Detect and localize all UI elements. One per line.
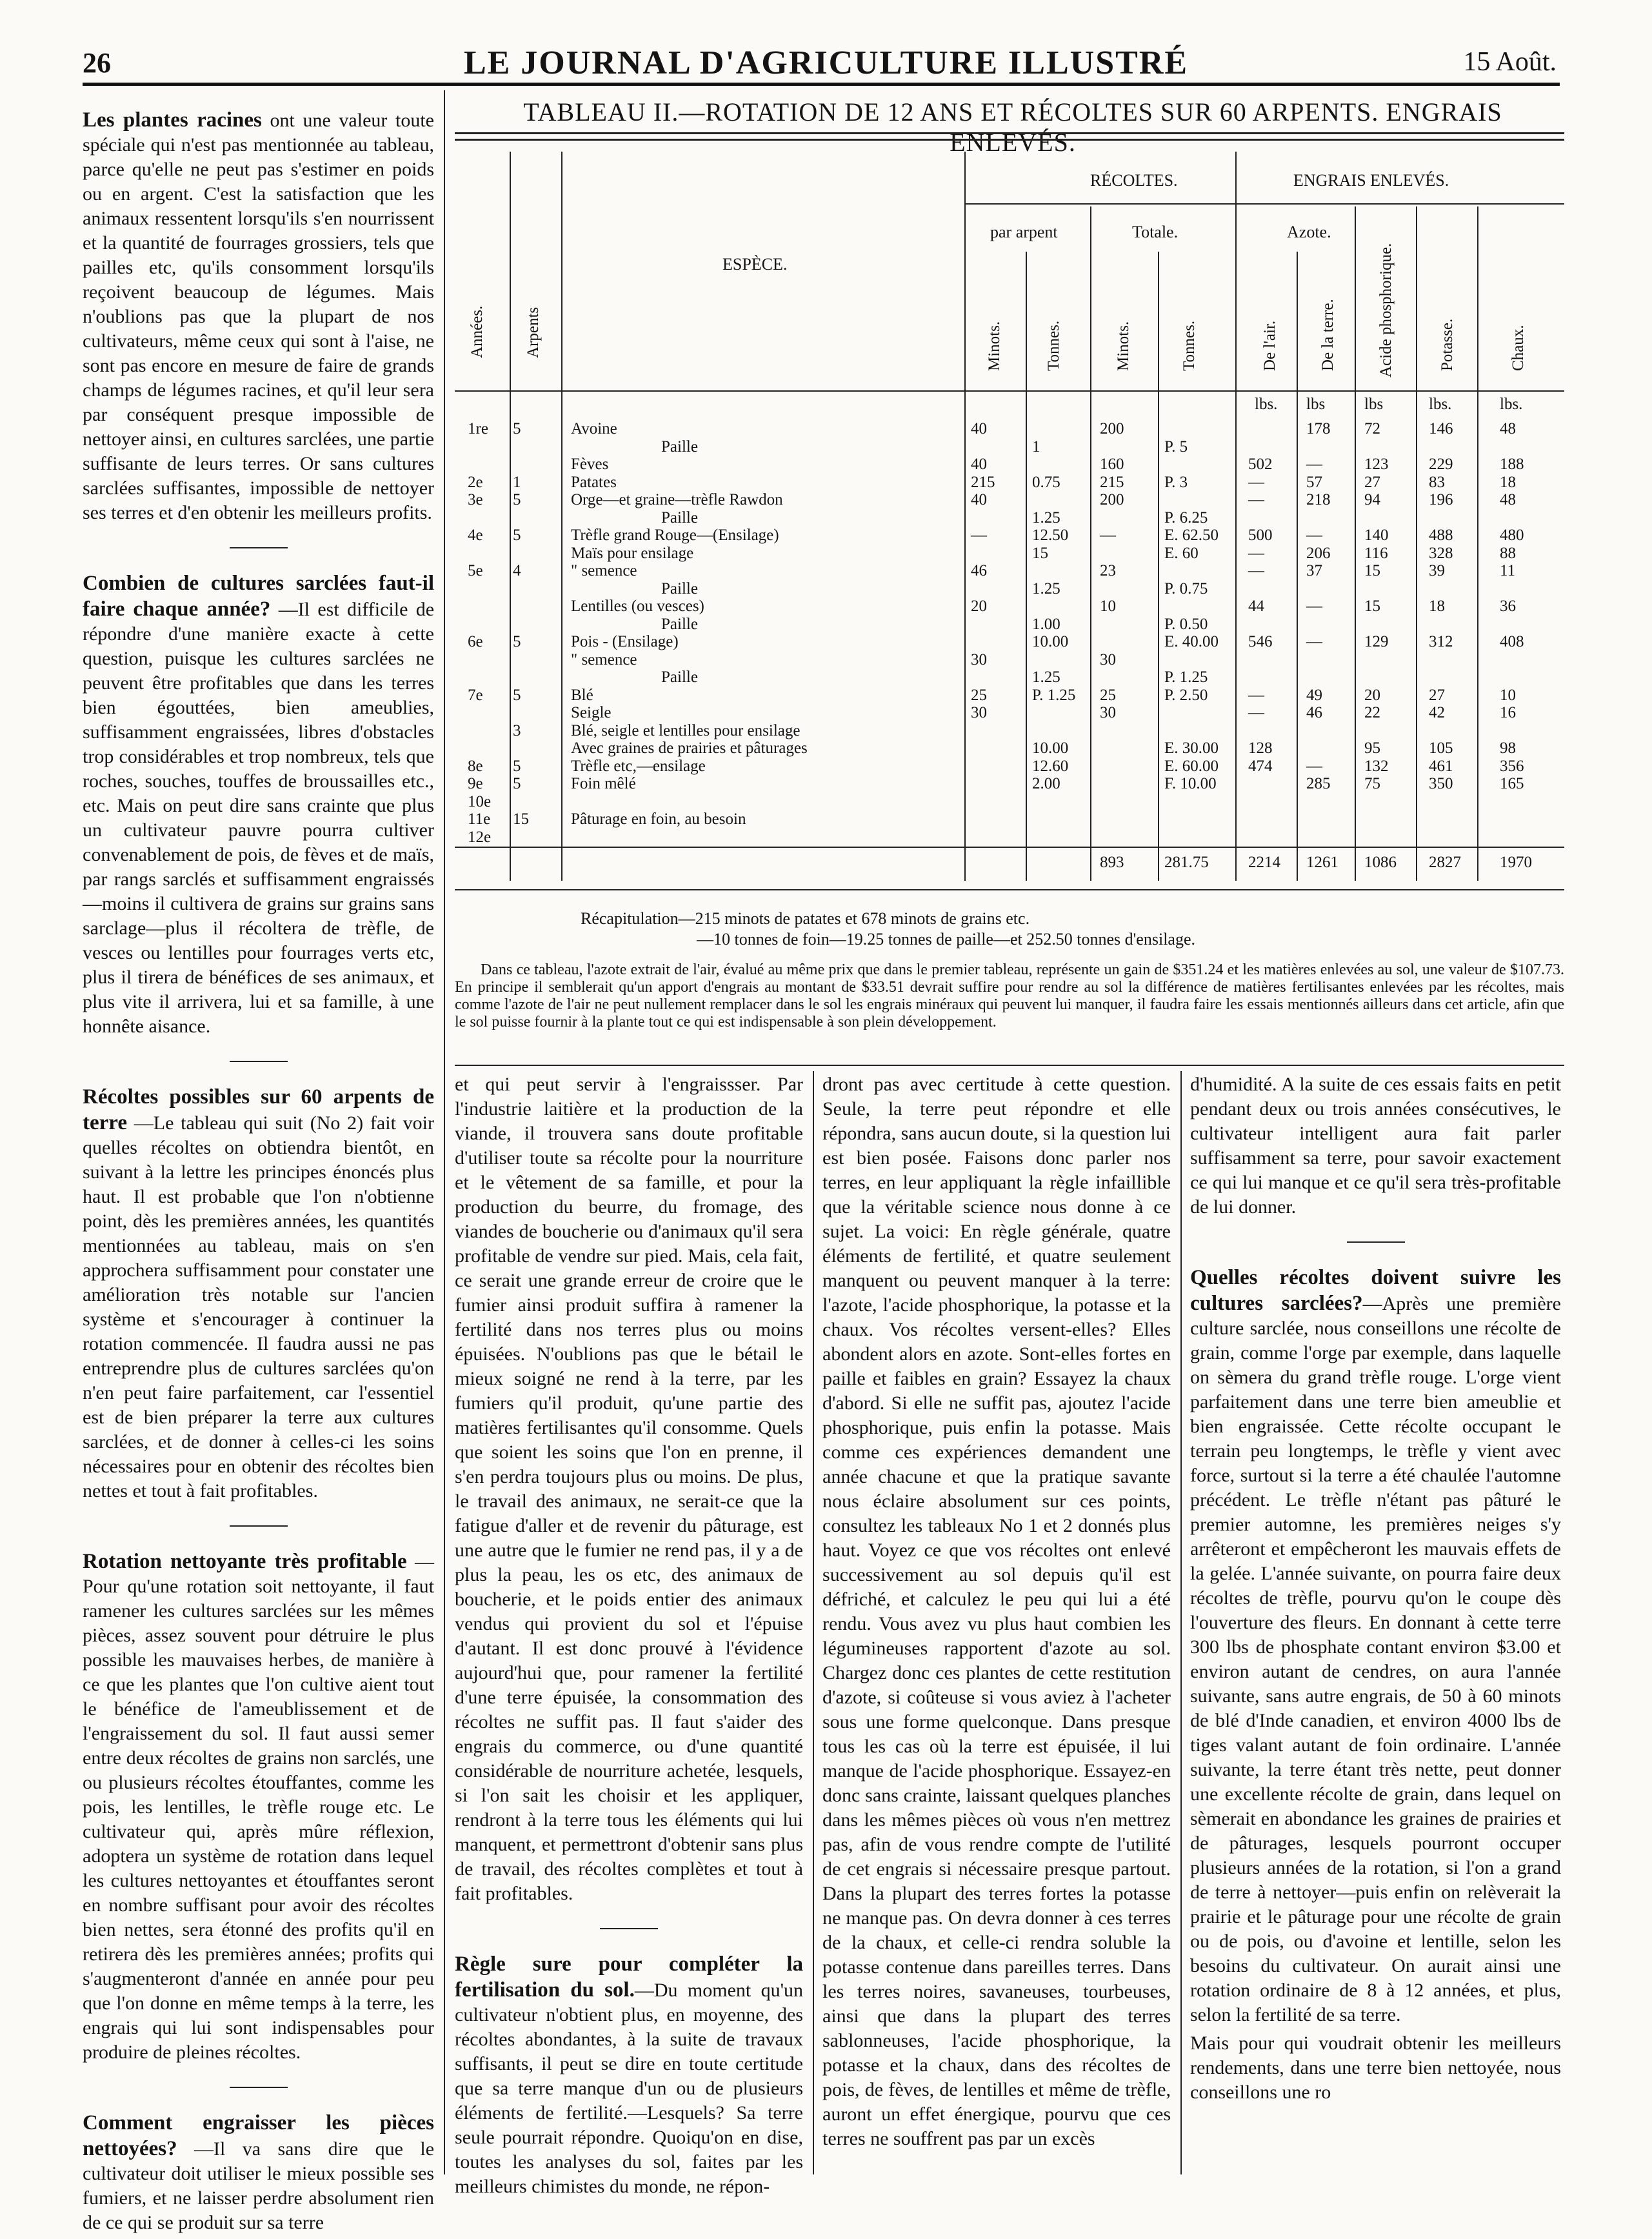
separator [1347, 1241, 1405, 1243]
table-cell-ton: 10.00 [1032, 739, 1069, 757]
table-cell-ch: 98 [1500, 739, 1516, 757]
table-cell-ph: 95 [1364, 739, 1380, 757]
col-arpents: Arpents [524, 306, 542, 358]
table-cell-tton: P. 0.75 [1164, 579, 1208, 597]
table-cell-esp: Patates [571, 473, 617, 491]
table-cell-esp: Lentilles (ou vesces) [571, 597, 704, 615]
column-4 [1190, 1072, 1561, 2109]
table-cell-tmin: 160 [1100, 456, 1124, 473]
table-cell-arp: 5 [513, 757, 521, 775]
table-cell-ph: 20 [1364, 686, 1380, 704]
table-cell-az1: 128 [1248, 739, 1273, 757]
table-cell-esp: Foin mêlé [571, 775, 636, 792]
table-cell-az1: — [1248, 686, 1264, 704]
table-cell-arp: 5 [513, 686, 521, 704]
table-cell-arp: 5 [513, 775, 521, 792]
table-cell-az2: — [1306, 757, 1322, 775]
table-cell-az1: — [1248, 704, 1264, 721]
column-2 [455, 1072, 803, 2203]
recap-line: Récapitulation—215 minots de patates et 678 minots de grains etc. [581, 909, 1030, 928]
table-cell-tmin: — [1100, 527, 1116, 544]
units-row [455, 395, 1564, 414]
group-recoltes: RÉCOLTES. [1090, 171, 1178, 190]
table-cell-ph: 140 [1364, 527, 1389, 544]
paragraph: et qui peut servir à l'engraissser. Par l'industrie laitière et la production de la viande, il trouvera sans doute profitable d'utiliser toute sa récolte pour la nourriture et le vêtement de sa famille, et pour la production du beurre, du fromage, des viandes de boucherie ou d'animaux qu'il sera profitable de vendre sur pied. Mais, cela fait, ce serait une grande erreur de croire que le fumier ainsi produit suffira à ramener la fertilité dans nos terres plus ou moins épuisées. N'oublions pas que le bétail le mieux soigné ne rend à la terre, par les fumiers qu'il produit, qu'une partie des matières fertilisantes qu'il consomme. Quels que soient les soins que l'on en prenne, il s'en perdra toujours plus ou moins. De plus, le travail des animaux, ne serait-ce que la fatigue d'aller et de revenir du pâturage, est une autre que le fumier ne rend pas, il y a de plus la peau, les os etc, des animaux de boucherie, et le poids entier des animaux vendus qui provient du sol et l'épuise d'autant. Il est donc prouvé à l'évidence aujourd'hui que, pour ramener la fertilité d'une terre épuisée, la consommation des récoltes ne suffit pas. Il faut s'aider des engrais du commerce, ou d'une quantité considérable de nourriture achetée, lesquels, si l'on sait les choisir et les appliquer, rendront à la terre tous les éléments qui lui manquent, et permettront d'obtenir sans plus de travail, des récoltes complètes et tout à fait profitables. [455, 1074, 803, 1904]
table-cell-az1: 546 [1248, 633, 1273, 650]
table-cell-ton: P. 1.25 [1032, 686, 1076, 704]
table-cell-az1: 474 [1248, 757, 1273, 775]
table-cell-year: 5e [468, 562, 483, 579]
table-rule [455, 132, 1564, 134]
table-cell-tmin: 10 [1100, 597, 1116, 615]
table-cell-po: 488 [1429, 527, 1453, 544]
col-azote-terre: De la terre. [1319, 299, 1337, 371]
total-cell: 281.75 [1164, 854, 1209, 871]
table-rule [455, 1065, 1564, 1066]
table-cell-po: 27 [1429, 686, 1445, 704]
table-cell-ton: 1 [1032, 437, 1040, 456]
table-cell-esp: Trèfle grand Rouge—(Ensilage) [571, 527, 779, 544]
table-cell-tmin: 25 [1100, 686, 1116, 704]
table-cell-esp: Fèves [571, 456, 609, 473]
table-cell-arp: 5 [513, 527, 521, 544]
table-cell-ph: 129 [1364, 633, 1389, 650]
table-cell-tton: P. 2.50 [1164, 686, 1208, 704]
table-cell-ph: 15 [1364, 597, 1380, 615]
paragraph: Mais pour qui voudrait obtenir les meilleurs rendements, dans une terre bien nettoyée, nous conseillons une ro [1190, 2033, 1561, 2103]
table-cell-po: 328 [1429, 544, 1453, 562]
table-cell-arp: 5 [513, 633, 521, 650]
table-cell-po: 312 [1429, 633, 1453, 650]
table-cell-min: 30 [971, 704, 987, 721]
table-cell-year: 4e [468, 527, 483, 544]
section-heading: Règle sure pour compléter la fertilisation du sol. [455, 1953, 803, 2002]
table-cell-po: 146 [1429, 420, 1453, 437]
journal-title: LE JOURNAL D'AGRICULTURE ILLUSTRÉ [463, 45, 1189, 81]
table-cell-tmin: 215 [1100, 473, 1124, 491]
table-cell-min: 46 [971, 562, 987, 579]
sub-par-arpent: par arpent [990, 223, 1058, 241]
table-cell-ton: 12.60 [1032, 757, 1069, 775]
table-cell-tmin: 23 [1100, 562, 1116, 579]
table-cell-po: 461 [1429, 757, 1453, 775]
separator [600, 1928, 658, 1929]
sub-azote: Azote. [1287, 223, 1331, 241]
table-cell-ch: 408 [1500, 633, 1524, 650]
table-cell-tton: P. 0.50 [1164, 615, 1208, 633]
section-heading: Comment engraisser les pièces nettoyées? [83, 2111, 434, 2160]
left-column [83, 103, 434, 2239]
column-divider [1180, 1071, 1182, 2174]
table-cell-ch: 18 [1500, 473, 1516, 491]
table-cell-esp: " semence [571, 562, 637, 579]
table-row [455, 473, 1564, 492]
table-cell-az2: — [1306, 633, 1322, 650]
table-cell-min: 40 [971, 420, 987, 437]
table-row [455, 810, 1564, 829]
table-cell-esp: " semence [571, 650, 637, 668]
table-cell-year: 10e [468, 792, 492, 810]
table-cell-tton: P. 6.25 [1164, 508, 1208, 527]
group-engrais: ENGRAIS ENLEVÉS. [1293, 171, 1449, 190]
table-cell-arp: 4 [513, 562, 521, 579]
table-cell-esp: Orge—et graine—trèfle Rawdon [571, 491, 783, 508]
section-heading: Quelles récoltes doivent suivre les cultures sarclées? [1190, 1266, 1561, 1315]
table-row [455, 597, 1564, 616]
table-cell-esp: Avoine [571, 420, 617, 437]
table-cell-esp: Pâturage en foin, au besoin [571, 810, 746, 828]
table-cell-year: 3e [468, 491, 483, 508]
col-chaux: Chaux. [1509, 325, 1527, 371]
table-cell-esp: Trèfle etc,—ensilage [571, 757, 706, 775]
table-rule [455, 847, 1564, 848]
separator [230, 1525, 288, 1527]
table-cell-esp: Paille [661, 579, 698, 597]
table-cell-tton: E. 60.00 [1164, 757, 1219, 775]
total-cell: 2827 [1429, 854, 1461, 871]
section-text: —Du moment qu'un cultivateur n'obtient plus, en moyenne, des récoltes abondantes, à la suite de travaux suffisants, il peut se dire en toute certitude que sa terre manque d'un ou de plusieurs éléments de fertilité.—Lesquels? Sa terre seule pourrait répondre. Quoiqu'on en dise, toutes les analyses du sol, faites par les meilleurs chimistes du monde, ne répon- [455, 1980, 803, 2197]
separator [230, 1061, 288, 1062]
table-cell-ton: 15 [1032, 544, 1048, 562]
table-cell-arp: 3 [513, 721, 521, 739]
table-cell-ph: 72 [1364, 420, 1380, 437]
table-cell-tton: E. 40.00 [1164, 633, 1219, 650]
table-cell-tton: E. 62.50 [1164, 527, 1219, 544]
table-cell-min: — [971, 527, 987, 544]
table-cell-tton: F. 10.00 [1164, 775, 1217, 792]
table-cell-az2: 218 [1306, 491, 1331, 508]
table-row [455, 490, 1564, 510]
table-row [455, 561, 1564, 581]
table-cell-ch: 356 [1500, 757, 1524, 775]
table-cell-ch: 165 [1500, 775, 1524, 792]
table-cell-ton: 10.00 [1032, 633, 1069, 650]
col-espece: ESPÈCE. [722, 255, 788, 274]
table-cell-ton: 1.25 [1032, 668, 1060, 686]
table-cell-esp: Paille [661, 668, 698, 686]
table-cell-az2: — [1306, 456, 1322, 473]
table-cell-az1: 502 [1248, 456, 1273, 473]
table-row [455, 757, 1564, 776]
table-cell-po: 196 [1429, 491, 1453, 508]
section-heading: Rotation nettoyante très profitable [83, 1550, 407, 1573]
unit: lbs. [1255, 396, 1278, 413]
col-acide-phosphorique: Acide phosphorique. [1377, 243, 1395, 377]
table-cell-po: 42 [1429, 704, 1445, 721]
column-divider [444, 90, 445, 2174]
col-tonnes: Tonnes. [1045, 320, 1062, 371]
table-cell-az2: — [1306, 527, 1322, 544]
col-potasse: Potasse. [1438, 318, 1456, 371]
table-cell-min: 40 [971, 456, 987, 473]
table-cell-ph: 75 [1364, 775, 1380, 792]
section-text: —Il est difficile de répondre d'une manière exacte à cette question, puisque les cultures sarclées ne peuvent être profitables que dans les terres bien égouttées, bien ameublies, suffisamment engraissées, libres d'obstacles trop considérables et trop nombreux, tels que roches, souches, touffes de broussailles etc., etc. Mais on peut dire sans crainte que plus un cultivateur pauvre pourra cultiver convenablement de pois, de fèves et de maïs, par rangs sarclés et suffisamment engraissés—moins il cultivera de grains sur grains sans sarclage—plus il récoltera de trèfle, de vesces ou lentilles pour fourrages verts etc, plus il tirera de bénéfices de ses animaux, et plus vite il arrivera, lui et sa famille, à une honnête aisance. [83, 599, 435, 1037]
col-azote-air: De l'air. [1261, 320, 1279, 371]
table-cell-year: 7e [468, 686, 483, 704]
table-cell-tton: P. 1.25 [1164, 668, 1208, 686]
section-text: —Il va sans dire que le cultivateur doit utiliser le mieux possible ses fumiers, et ne laisser perdre absolument rien de ce qui se produit sur sa terre [83, 2138, 435, 2233]
table-cell-year: 9e [468, 775, 483, 792]
page-number: 26 [83, 47, 111, 79]
table-row [455, 437, 1564, 457]
unit: lbs. [1500, 396, 1523, 413]
column-3 [822, 1072, 1171, 2155]
table-cell-az1: — [1248, 562, 1264, 579]
table-cell-tmin: 200 [1100, 491, 1124, 508]
table-cell-ch: 16 [1500, 704, 1516, 721]
table-row [455, 774, 1564, 794]
table-cell-ch: 88 [1500, 544, 1516, 562]
table-cell-esp: Blé, seigle et lentilles pour ensilage [571, 721, 801, 739]
table-row [455, 792, 1564, 812]
table-row [455, 686, 1564, 705]
table-cell-esp: Paille [661, 437, 698, 456]
table-cell-az2: 37 [1306, 562, 1322, 579]
table-cell-min: 215 [971, 473, 995, 491]
table-cell-arp: 1 [513, 473, 521, 491]
table-cell-ph: 123 [1364, 456, 1389, 473]
table-cell-tton: P. 3 [1164, 473, 1188, 491]
table-cell-ph: 94 [1364, 491, 1380, 508]
table-rule [455, 889, 1564, 890]
table-cell-az1: — [1248, 491, 1264, 508]
table-cell-tmin: 30 [1100, 650, 1116, 668]
table-cell-ton: 1.25 [1032, 579, 1060, 597]
table-row [455, 668, 1564, 687]
table-cell-az2: 285 [1306, 775, 1331, 792]
table-cell-ton: 0.75 [1032, 473, 1060, 491]
table-cell-ch: 480 [1500, 527, 1524, 544]
table-cell-min: 20 [971, 597, 987, 615]
header-rule [83, 83, 1560, 86]
table-cell-year: 8e [468, 757, 483, 775]
unit: lbs. [1429, 396, 1452, 413]
table-cell-ph: 22 [1364, 704, 1380, 721]
separator [230, 547, 288, 548]
table-cell-esp: Pois - (Ensilage) [571, 633, 679, 650]
table-cell-az1: 500 [1248, 527, 1273, 544]
table-rule [455, 390, 1564, 392]
table-row [455, 615, 1564, 634]
table-cell-po: 350 [1429, 775, 1453, 792]
section-text: ont une valeur toute spéciale qui n'est pas mentionnée au tableau, parce qu'elle ne peut pas s'estimer en poids ou en argent. C'est la satisfaction que les animaux ressentent lorsqu'ils s'en nourrissent et la quantité de fourrages grossiers, tels que pailles etc, qu'ils consomment lorsqu'ils reçoivent beaucoup de légumes. Mais n'oublions pas que la plupart de nos cultivateurs, même ceux qui sont à l'aise, ne sont pas encore en mesure de faire de grands champs de légumes racines, et qu'il leur sera par conséquent presque impossible de nettoyer ainsi, en cultures sarclées, une partie suffisante de leurs terres. Or sans cultures sarclées suffisantes, impossible de nettoyer ses terres et d'en obtenir les meilleurs profits. [83, 110, 434, 523]
table-cell-esp: Paille [661, 615, 698, 633]
table-cell-ch: 10 [1500, 686, 1516, 704]
table-cell-year: 2e [468, 473, 483, 491]
table-cell-tmin: 30 [1100, 704, 1116, 721]
table-cell-min: 30 [971, 650, 987, 668]
table-cell-ton: 2.00 [1032, 775, 1060, 792]
table-row [455, 650, 1564, 670]
col-total-minots: Minots. [1115, 321, 1132, 371]
table-cell-ch: 48 [1500, 491, 1516, 508]
table-cell-az2: — [1306, 597, 1322, 615]
table-cell-az2: 206 [1306, 544, 1331, 562]
section-text: —Le tableau qui suit (No 2) fait voir quelles récoltes on obtiendra bientôt, en suivant à la lettre les principes énoncés plus haut. Il est probable que l'on n'obtienne point, dès les premières années, les quantités mentionnées au tableau, mais on s'en approchera suffisamment pour constater une amélioration très notable sur l'ancien système et s'encourager à continuer la rotation commencée. Il faudra aussi ne pas entreprendre plus de cultures sarclées qu'on n'en peut faire parfaitement, car l'essentiel est de bien préparer la terre aux cultures sarclées, et de donner à celles-ci les soins nécessaires pour en obtenir des récoltes bien nettes et tout à fait profitables. [83, 1112, 434, 1501]
table-cell-ton: 1.00 [1032, 615, 1060, 633]
table-cell-po: 105 [1429, 739, 1453, 757]
total-cell: 1970 [1500, 854, 1532, 871]
total-cell: 1086 [1364, 854, 1397, 871]
table-row [455, 508, 1564, 528]
table-cell-tton: P. 5 [1164, 437, 1188, 456]
section-heading: Les plantes racines [83, 108, 262, 132]
table-title: TABLEAU II.—ROTATION DE 12 ANS ET RÉCOLTES SUR 60 ARPENTS. ENGRAIS ENLEVÉS. [523, 97, 1502, 157]
paragraph: dront pas avec certitude à cette question. Seule, la terre peut répondre et elle répondra, sans aucun doute, si la question lui est bien posée. Faisons donc parler nos terres, en leur appliquant la règle infaillible que la véritable science nous donne à ce sujet. La voici: En règle générale, quatre éléments de fertilité, et quatre seulement manquent ou peuvent manquer à la terre: l'azote, l'acide phosphorique, la potasse et la chaux. Vos récoltes versent-elles? Elles abondent alors en azote. Sont-elles fortes en paille et faibles en grain? Essayez la chaux d'abord. Si elle ne suffit pas, ajoutez l'acide phosphorique, puis enfin la potasse. Mais comme ces expériences demandent une année chacune et que la pratique savante nous éclaire absolument sur ces points, consultez les tableaux No 1 et 2 donnés plus haut. Voyez ce que vos récoltes ont enlevé successivement au sol depuis qu'il est défriché, et calculez le peu qui lui a été rendu. Vous avez vu plus haut combien les légumineuses rapportent d'azote au sol. Chargez donc ces plantes de cette restitution d'azote, si coûteuse si vous aviez à l'acheter sous une forme quelconque. Dans presque tous les cas où la terre est épuisée, il lui manque de l'acide phosphorique. Essayez-en donc sans crainte, laissant quelques planches dans les mêmes pièces où vous n'en mettrez pas, afin de vous rendre compte de l'utilité de cet engrais si nécessaire presque partout. Dans la plupart des terres fortes la potasse ne manque pas. On devra donner à ces terres de la chaux, et celle-ci rendra soluble la potasse contenue dans pareilles terres. Dans les terres noires, savaneuses, tourbeuses, ainsi que dans la plupart des terres sablonneuses, l'acide phosphorique, la potasse et la chaux, dans des récoltes de pois, de fèves, de lentilles et même de trèfle, auront un effet énergique, pourvu que ces terres ne souffrent pas par un excès [822, 1074, 1171, 2149]
section-text: —Après une première culture sarclée, nous conseillons une récolte de grain, comme l'orge par exemple, dans laquelle on sèmera du grand trèfle rouge. L'orge vient parfaitement dans une terre bien ameublie et bien engraissée. Cette récolte occupant le terrain peu longtemps, le trèfle y vient avec force, surtout si la terre a été chaulée l'automne précédent. Le trèfle n'étant pas pâturé le premier automne, les premières neiges s'y arrêteront et empêcheront les mauvais effets de la gelée. L'année suivante, on pourra faire deux récoltes de trèfle, pourvu qu'on le coupe dès l'ouverture des fleurs. En donnant à cette terre 300 lbs de phosphate contant environ $3.00 et environ autant de cendres, on aura l'année suivante, sans autre engrais, de 50 à 60 minots de blé d'Inde canadien, et environ 4000 lbs de tiges valant autant de foin ordinaire. L'année suivante, la terre étant très nette, peut donner une excellente récolte de grain, dans lequel on sèmerait en abondance les graines de prairies et de pâturages, lesquels pourront occuper plusieurs années de la rotation, si l'on a grand de terre à nettoyer—puis enfin on relèverait la prairie et le pâturage pour une récolte de grain ou de pois, ou d'avoine et lentille, selon les besoins du cultivateur. On aurait ainsi une rotation ordinaire de 8 à 12 années, et plus, selon la fertilité de sa terre. [1190, 1293, 1561, 2025]
table-cell-year: 1re [468, 420, 488, 437]
paragraph: d'humidité. A la suite de ces essais faits en petit pendant deux ou trois années consécutives, le cultivateur intelligent aura fait parler suffisamment sa terre, pour savoir exactement ce qui lui manque et ce qu'il sera très-profitable de lui donner. [1190, 1074, 1561, 1218]
table-row [455, 455, 1564, 474]
table-cell-az2: 46 [1306, 704, 1322, 721]
table-cell-ph: 15 [1364, 562, 1380, 579]
section-heading: Combien de cultures sarclées faut-il faire chaque année? [83, 572, 434, 621]
unit: lbs [1364, 396, 1384, 413]
table-row [455, 544, 1564, 563]
table-cell-min: 25 [971, 686, 987, 704]
table-cell-ton: 1.25 [1032, 508, 1060, 527]
table-cell-po: 83 [1429, 473, 1445, 491]
table-cell-esp: Seigle [571, 704, 612, 721]
total-cell: 893 [1100, 854, 1124, 871]
table-cell-az1: — [1248, 473, 1264, 491]
table-row [455, 579, 1564, 599]
table-cell-ch: 36 [1500, 597, 1516, 615]
col-total-tonnes: Tonnes. [1180, 320, 1198, 371]
table-cell-az2: 57 [1306, 473, 1322, 491]
table-cell-po: 229 [1429, 456, 1453, 473]
total-cell: 2214 [1248, 854, 1280, 871]
sub-totale: Totale. [1132, 223, 1179, 241]
table-cell-po: 18 [1429, 597, 1445, 615]
table-row [455, 703, 1564, 723]
table-rule [964, 203, 1564, 205]
table-cell-year: 12e [468, 828, 492, 846]
separator [230, 2087, 288, 2088]
table-cell-min: 40 [971, 491, 987, 508]
totals-row [455, 853, 1564, 872]
table-note: Dans ce tableau, l'azote extrait de l'air, évalué au même prix que dans le premier tableau, représente un gain de $351.24 et les matières enlevées au sol, une valeur de $107.73. En principe il semblerait qu'un apport d'engrais au montant de $33.51 devrait suffire pour rendre au sol la différence de matières fertilisantes enlevées par les récoltes, mais comme l'azote de l'air ne peut nullement remplacer dans le sol les engrais minéraux qui peuvent lui manquer, il faudra faire les essais mentionnés ailleurs dans cet article, afin que le sol puisse fournir à la plante tout ce qui est indispensable à son plein développement. [455, 961, 1564, 1030]
column-divider [813, 1071, 814, 2174]
table-cell-arp: 15 [513, 810, 529, 828]
table-cell-year: 11e [468, 810, 491, 828]
table-cell-esp: Maïs pour ensilage [571, 544, 694, 562]
table-cell-esp: Avec graines de prairies et pâturages [571, 739, 808, 757]
table-row [455, 721, 1564, 741]
table-row [455, 739, 1564, 758]
table-cell-esp: Paille [661, 508, 698, 527]
table-cell-ch: 11 [1500, 562, 1516, 579]
table-cell-ph: 132 [1364, 757, 1389, 775]
table-cell-tton: E. 60 [1164, 544, 1199, 562]
table-cell-az1: 44 [1248, 597, 1264, 615]
table-cell-ph: 116 [1364, 544, 1388, 562]
table-cell-ch: 48 [1500, 420, 1516, 437]
issue-date: 15 Août. [1463, 47, 1557, 77]
table-cell-az2: 178 [1306, 420, 1331, 437]
section-text: —Pour qu'une rotation soit nettoyante, il faut ramener les cultures sarclées sur les mêmes pièces, assez souvent pour détruire le plus possible les mauvaises herbes, de manière à ce que les plantes que l'on cultive aient tout le bénéfice de l'ameublissement et de l'engraissement du sol. Il faut aussi semer entre deux récoltes de grains non sarclés, une ou plusieurs récoltes étouffantes, comme les pois, les lentilles, le trèfle rouge etc. Le cultivateur qui, après mûre réflexion, adoptera un système de rotation dans lequel les cultures nettoyantes et étouffantes seront en nombre suffisant pour avoir des récoltes bien nettes, sera étonné des profits qu'il en retirera dès les premières années; profits qui s'augmenteront d'année en année pour peu que l'on donne en même temps à la terre, les engrais qui lui sont indispensables pour produire de pleines récoltes. [83, 1551, 434, 2063]
table-cell-po: 39 [1429, 562, 1445, 579]
section-heading: Récoltes possibles sur 60 arpents de terre [83, 1085, 434, 1134]
table-cell-az2: 49 [1306, 686, 1322, 704]
table-cell-tmin: 200 [1100, 420, 1124, 437]
table-row [455, 419, 1564, 439]
table-cell-ch: 188 [1500, 456, 1524, 473]
table-rule [455, 139, 1564, 141]
total-cell: 1261 [1306, 854, 1339, 871]
table-row [455, 828, 1564, 847]
table-cell-arp: 5 [513, 491, 521, 508]
table-cell-esp: Blé [571, 686, 593, 704]
table-cell-ph: 27 [1364, 473, 1380, 491]
table-cell-ton: 12.50 [1032, 527, 1069, 544]
col-annees: Années. [468, 305, 486, 358]
unit: lbs [1306, 396, 1326, 413]
table-cell-year: 6e [468, 633, 483, 650]
table-cell-az1: — [1248, 544, 1264, 562]
table-cell-arp: 5 [513, 420, 521, 437]
col-minots: Minots. [986, 321, 1003, 371]
table-row [455, 526, 1564, 545]
recap-line: —10 tonnes de foin—19.25 tonnes de paille—et 252.50 tonnes d'ensilage. [697, 930, 1195, 949]
table-row [455, 632, 1564, 652]
table-cell-tton: E. 30.00 [1164, 739, 1219, 757]
